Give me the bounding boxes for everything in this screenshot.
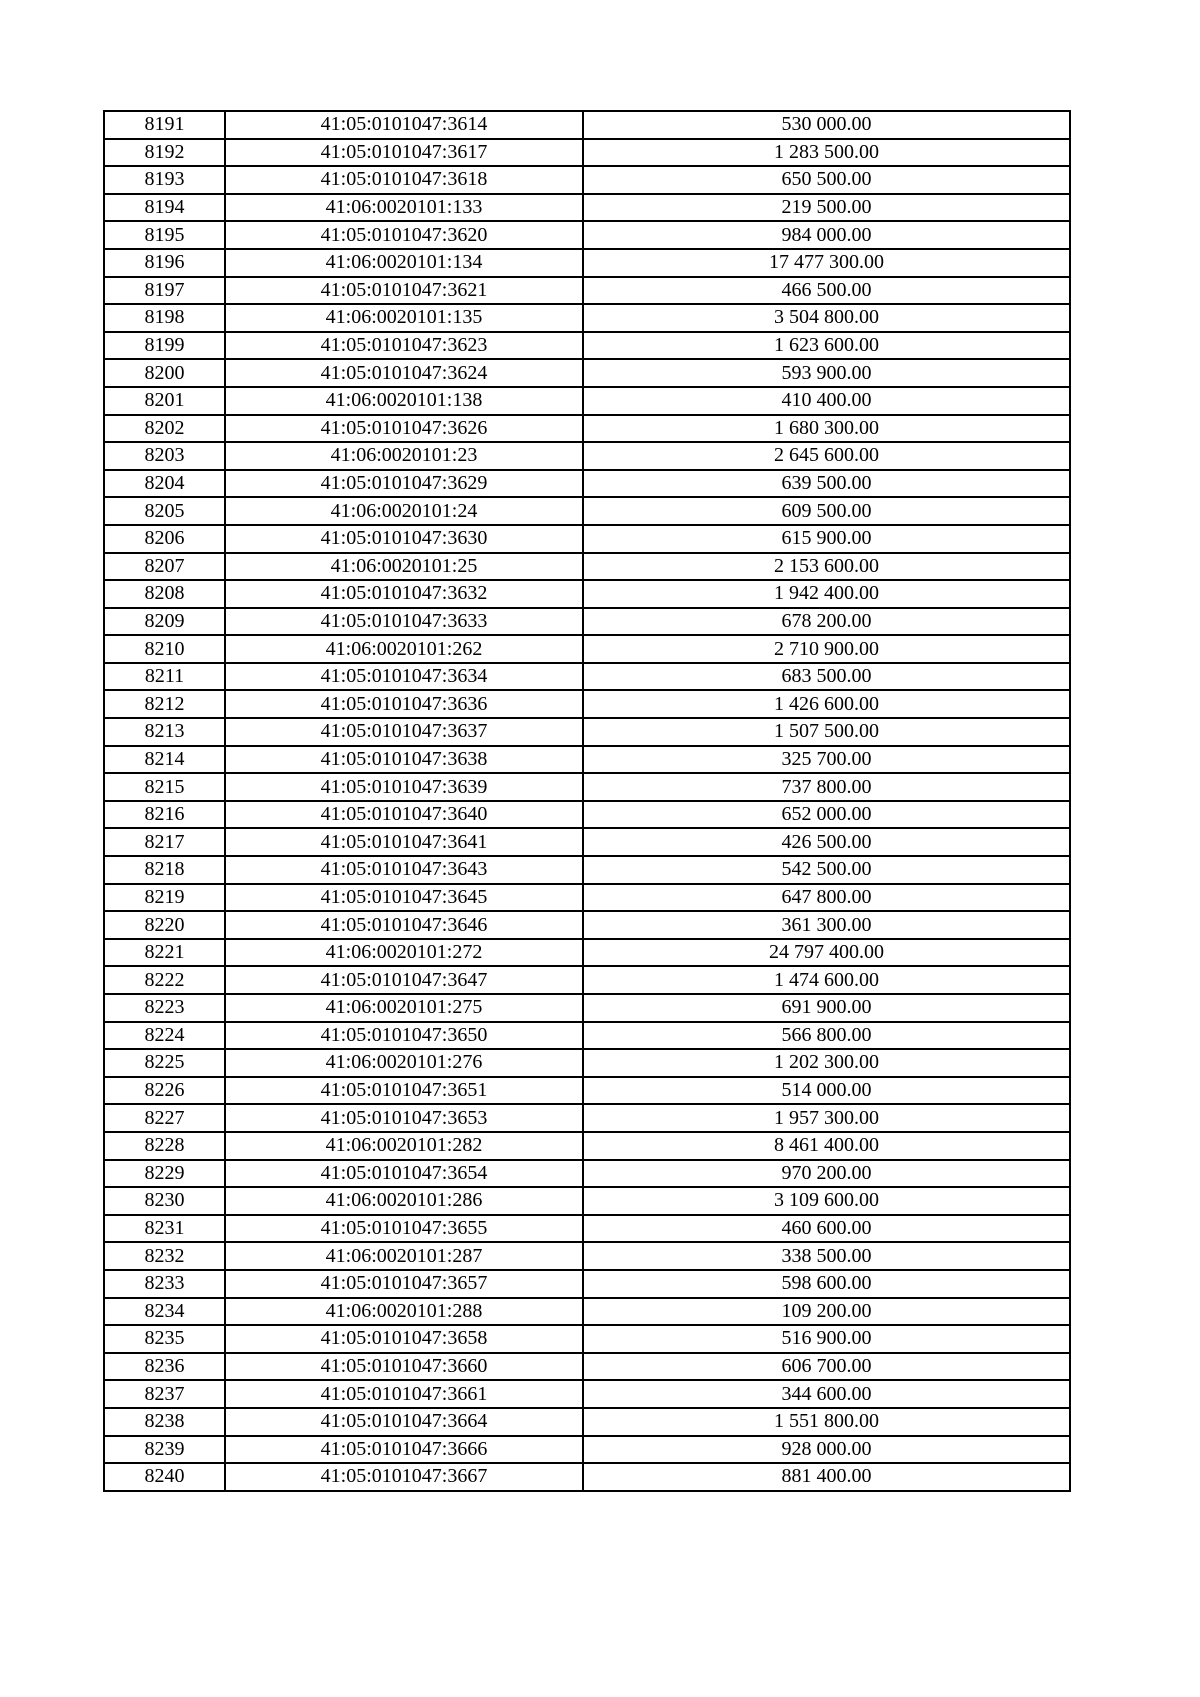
table-row <box>104 332 1070 360</box>
table-row <box>104 608 1070 636</box>
row-number-cell: 8214 <box>104 746 225 774</box>
value-cell: 593 900.00 <box>583 359 1070 387</box>
table-row <box>104 746 1070 774</box>
cadastral-number-cell: 41:05:0101047:3664 <box>225 1408 583 1436</box>
row-number-cell: 8225 <box>104 1049 225 1077</box>
table-row <box>104 387 1070 415</box>
row-number-cell: 8209 <box>104 608 225 636</box>
row-number-cell: 8211 <box>104 663 225 691</box>
cadastral-number-cell: 41:05:0101047:3667 <box>225 1463 583 1491</box>
cadastral-number-cell: 41:05:0101047:3639 <box>225 773 583 801</box>
value-cell: 3 109 600.00 <box>583 1187 1070 1215</box>
cadastral-number-cell: 41:06:0020101:133 <box>225 194 583 222</box>
cadastral-number-cell: 41:05:0101047:3614 <box>225 111 583 139</box>
table-row <box>104 553 1070 581</box>
value-cell: 1 680 300.00 <box>583 415 1070 443</box>
row-number-cell: 8212 <box>104 690 225 718</box>
table-row <box>104 580 1070 608</box>
value-cell: 466 500.00 <box>583 277 1070 305</box>
table-row <box>104 884 1070 912</box>
cadastral-number-cell: 41:05:0101047:3624 <box>225 359 583 387</box>
row-number-cell: 8219 <box>104 884 225 912</box>
cadastral-number-cell: 41:05:0101047:3660 <box>225 1353 583 1381</box>
value-cell: 8 461 400.00 <box>583 1132 1070 1160</box>
row-number-cell: 8198 <box>104 304 225 332</box>
value-cell: 639 500.00 <box>583 470 1070 498</box>
table-row <box>104 442 1070 470</box>
cadastral-number-cell: 41:05:0101047:3655 <box>225 1215 583 1243</box>
row-number-cell: 8231 <box>104 1215 225 1243</box>
value-cell: 1 474 600.00 <box>583 966 1070 994</box>
table-row <box>104 194 1070 222</box>
value-cell: 344 600.00 <box>583 1380 1070 1408</box>
cadastral-number-cell: 41:05:0101047:3640 <box>225 801 583 829</box>
cadastral-number-cell: 41:05:0101047:3629 <box>225 470 583 498</box>
row-number-cell: 8202 <box>104 415 225 443</box>
cadastral-number-cell: 41:05:0101047:3653 <box>225 1104 583 1132</box>
table-row <box>104 359 1070 387</box>
table-row <box>104 1242 1070 1270</box>
table-row <box>104 221 1070 249</box>
row-number-cell: 8224 <box>104 1022 225 1050</box>
value-cell: 683 500.00 <box>583 663 1070 691</box>
cadastral-number-cell: 41:05:0101047:3641 <box>225 828 583 856</box>
table-row <box>104 249 1070 277</box>
row-number-cell: 8217 <box>104 828 225 856</box>
cadastral-number-cell: 41:05:0101047:3666 <box>225 1436 583 1464</box>
table-body <box>104 111 1070 1491</box>
row-number-cell: 8223 <box>104 994 225 1022</box>
table-row <box>104 1049 1070 1077</box>
cadastral-number-cell: 41:05:0101047:3632 <box>225 580 583 608</box>
value-cell: 1 283 500.00 <box>583 139 1070 167</box>
value-cell: 566 800.00 <box>583 1022 1070 1050</box>
row-number-cell: 8194 <box>104 194 225 222</box>
cadastral-number-cell: 41:06:0020101:24 <box>225 497 583 525</box>
row-number-cell: 8196 <box>104 249 225 277</box>
table-row <box>104 690 1070 718</box>
table-row <box>104 856 1070 884</box>
table-row <box>104 1132 1070 1160</box>
row-number-cell: 8191 <box>104 111 225 139</box>
table-row <box>104 966 1070 994</box>
cadastral-number-cell: 41:06:0020101:25 <box>225 553 583 581</box>
cadastral-value-table <box>103 110 1071 1492</box>
value-cell: 615 900.00 <box>583 525 1070 553</box>
row-number-cell: 8233 <box>104 1270 225 1298</box>
value-cell: 678 200.00 <box>583 608 1070 636</box>
value-cell: 2 645 600.00 <box>583 442 1070 470</box>
row-number-cell: 8200 <box>104 359 225 387</box>
row-number-cell: 8221 <box>104 939 225 967</box>
table-row <box>104 1077 1070 1105</box>
cadastral-number-cell: 41:05:0101047:3633 <box>225 608 583 636</box>
value-cell: 650 500.00 <box>583 166 1070 194</box>
row-number-cell: 8236 <box>104 1353 225 1381</box>
table-row <box>104 1215 1070 1243</box>
cadastral-number-cell: 41:05:0101047:3634 <box>225 663 583 691</box>
cadastral-number-cell: 41:05:0101047:3643 <box>225 856 583 884</box>
cadastral-number-cell: 41:06:0020101:287 <box>225 1242 583 1270</box>
value-cell: 338 500.00 <box>583 1242 1070 1270</box>
cadastral-number-cell: 41:05:0101047:3650 <box>225 1022 583 1050</box>
row-number-cell: 8237 <box>104 1380 225 1408</box>
value-cell: 1 507 500.00 <box>583 718 1070 746</box>
table-row <box>104 1187 1070 1215</box>
value-cell: 410 400.00 <box>583 387 1070 415</box>
row-number-cell: 8203 <box>104 442 225 470</box>
value-cell: 514 000.00 <box>583 1077 1070 1105</box>
value-cell: 609 500.00 <box>583 497 1070 525</box>
row-number-cell: 8235 <box>104 1325 225 1353</box>
table-row <box>104 994 1070 1022</box>
cadastral-number-cell: 41:05:0101047:3617 <box>225 139 583 167</box>
row-number-cell: 8220 <box>104 911 225 939</box>
cadastral-number-cell: 41:06:0020101:275 <box>225 994 583 1022</box>
value-cell: 325 700.00 <box>583 746 1070 774</box>
cadastral-number-cell: 41:06:0020101:23 <box>225 442 583 470</box>
row-number-cell: 8239 <box>104 1436 225 1464</box>
cadastral-number-cell: 41:06:0020101:138 <box>225 387 583 415</box>
value-cell: 606 700.00 <box>583 1353 1070 1381</box>
table-row <box>104 828 1070 856</box>
value-cell: 1 957 300.00 <box>583 1104 1070 1132</box>
table-row <box>104 470 1070 498</box>
value-cell: 361 300.00 <box>583 911 1070 939</box>
cadastral-number-cell: 41:06:0020101:134 <box>225 249 583 277</box>
table-row <box>104 1353 1070 1381</box>
table-row <box>104 1022 1070 1050</box>
table-row <box>104 1270 1070 1298</box>
cadastral-number-cell: 41:05:0101047:3638 <box>225 746 583 774</box>
value-cell: 691 900.00 <box>583 994 1070 1022</box>
cadastral-number-cell: 41:06:0020101:288 <box>225 1298 583 1326</box>
row-number-cell: 8240 <box>104 1463 225 1491</box>
row-number-cell: 8210 <box>104 635 225 663</box>
value-cell: 109 200.00 <box>583 1298 1070 1326</box>
row-number-cell: 8213 <box>104 718 225 746</box>
table-row <box>104 911 1070 939</box>
value-cell: 881 400.00 <box>583 1463 1070 1491</box>
cadastral-number-cell: 41:05:0101047:3618 <box>225 166 583 194</box>
value-cell: 530 000.00 <box>583 111 1070 139</box>
cadastral-number-cell: 41:05:0101047:3661 <box>225 1380 583 1408</box>
value-cell: 2 710 900.00 <box>583 635 1070 663</box>
row-number-cell: 8197 <box>104 277 225 305</box>
row-number-cell: 8207 <box>104 553 225 581</box>
cadastral-number-cell: 41:05:0101047:3647 <box>225 966 583 994</box>
value-cell: 24 797 400.00 <box>583 939 1070 967</box>
row-number-cell: 8226 <box>104 1077 225 1105</box>
table-row <box>104 1104 1070 1132</box>
table-row <box>104 1436 1070 1464</box>
cadastral-number-cell: 41:05:0101047:3657 <box>225 1270 583 1298</box>
cadastral-number-cell: 41:06:0020101:276 <box>225 1049 583 1077</box>
table-row <box>104 525 1070 553</box>
row-number-cell: 8216 <box>104 801 225 829</box>
row-number-cell: 8201 <box>104 387 225 415</box>
cadastral-number-cell: 41:05:0101047:3658 <box>225 1325 583 1353</box>
row-number-cell: 8228 <box>104 1132 225 1160</box>
cadastral-number-cell: 41:05:0101047:3621 <box>225 277 583 305</box>
cadastral-number-cell: 41:05:0101047:3636 <box>225 690 583 718</box>
cadastral-number-cell: 41:05:0101047:3623 <box>225 332 583 360</box>
value-cell: 516 900.00 <box>583 1325 1070 1353</box>
value-cell: 737 800.00 <box>583 773 1070 801</box>
value-cell: 17 477 300.00 <box>583 249 1070 277</box>
cadastral-number-cell: 41:05:0101047:3637 <box>225 718 583 746</box>
cadastral-number-cell: 41:05:0101047:3651 <box>225 1077 583 1105</box>
table-row <box>104 1298 1070 1326</box>
value-cell: 542 500.00 <box>583 856 1070 884</box>
value-cell: 1 942 400.00 <box>583 580 1070 608</box>
row-number-cell: 8232 <box>104 1242 225 1270</box>
table-row <box>104 939 1070 967</box>
cadastral-number-cell: 41:06:0020101:135 <box>225 304 583 332</box>
cadastral-number-cell: 41:05:0101047:3654 <box>225 1160 583 1188</box>
row-number-cell: 8204 <box>104 470 225 498</box>
value-cell: 928 000.00 <box>583 1436 1070 1464</box>
row-number-cell: 8222 <box>104 966 225 994</box>
table-row <box>104 1160 1070 1188</box>
cadastral-number-cell: 41:06:0020101:286 <box>225 1187 583 1215</box>
row-number-cell: 8230 <box>104 1187 225 1215</box>
value-cell: 647 800.00 <box>583 884 1070 912</box>
row-number-cell: 8227 <box>104 1104 225 1132</box>
value-cell: 1 551 800.00 <box>583 1408 1070 1436</box>
value-cell: 984 000.00 <box>583 221 1070 249</box>
row-number-cell: 8205 <box>104 497 225 525</box>
value-cell: 460 600.00 <box>583 1215 1070 1243</box>
table-row <box>104 801 1070 829</box>
value-cell: 970 200.00 <box>583 1160 1070 1188</box>
table-row <box>104 1380 1070 1408</box>
table-row <box>104 1463 1070 1491</box>
value-cell: 426 500.00 <box>583 828 1070 856</box>
value-cell: 652 000.00 <box>583 801 1070 829</box>
row-number-cell: 8238 <box>104 1408 225 1436</box>
cadastral-number-cell: 41:05:0101047:3645 <box>225 884 583 912</box>
cadastral-number-cell: 41:06:0020101:282 <box>225 1132 583 1160</box>
cadastral-number-cell: 41:06:0020101:272 <box>225 939 583 967</box>
row-number-cell: 8215 <box>104 773 225 801</box>
cadastral-number-cell: 41:05:0101047:3630 <box>225 525 583 553</box>
value-cell: 2 153 600.00 <box>583 553 1070 581</box>
row-number-cell: 8192 <box>104 139 225 167</box>
table-row <box>104 635 1070 663</box>
value-cell: 1 426 600.00 <box>583 690 1070 718</box>
row-number-cell: 8206 <box>104 525 225 553</box>
table-row <box>104 773 1070 801</box>
cadastral-number-cell: 41:05:0101047:3646 <box>225 911 583 939</box>
table-row <box>104 718 1070 746</box>
value-cell: 1 623 600.00 <box>583 332 1070 360</box>
table-row <box>104 415 1070 443</box>
table-row <box>104 304 1070 332</box>
table-row <box>104 1325 1070 1353</box>
value-cell: 3 504 800.00 <box>583 304 1070 332</box>
row-number-cell: 8199 <box>104 332 225 360</box>
row-number-cell: 8234 <box>104 1298 225 1326</box>
table-row <box>104 277 1070 305</box>
table-row <box>104 111 1070 139</box>
value-cell: 219 500.00 <box>583 194 1070 222</box>
table-row <box>104 663 1070 691</box>
value-cell: 598 600.00 <box>583 1270 1070 1298</box>
table-row <box>104 166 1070 194</box>
cadastral-number-cell: 41:05:0101047:3626 <box>225 415 583 443</box>
table-row <box>104 497 1070 525</box>
table-row <box>104 139 1070 167</box>
table-row <box>104 1408 1070 1436</box>
row-number-cell: 8195 <box>104 221 225 249</box>
cadastral-number-cell: 41:06:0020101:262 <box>225 635 583 663</box>
row-number-cell: 8193 <box>104 166 225 194</box>
row-number-cell: 8208 <box>104 580 225 608</box>
cadastral-number-cell: 41:05:0101047:3620 <box>225 221 583 249</box>
row-number-cell: 8229 <box>104 1160 225 1188</box>
row-number-cell: 8218 <box>104 856 225 884</box>
value-cell: 1 202 300.00 <box>583 1049 1070 1077</box>
